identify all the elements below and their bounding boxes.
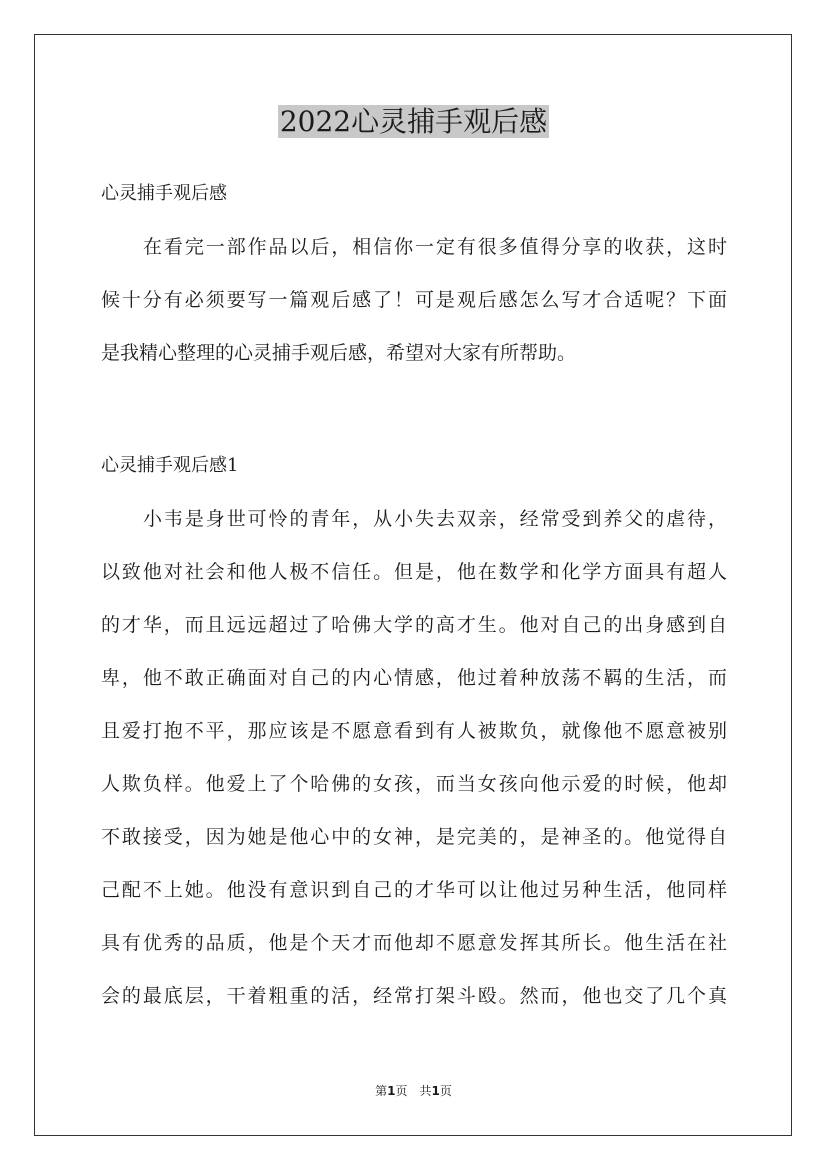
- paragraph-line: 以致他对社会和他人极不信任。但是，他在数学和化学方面具有超人: [101, 561, 727, 583]
- paragraph-line: 己配不上她。他没有意识到自己的才华可以让他过另种生活，他同样: [101, 879, 727, 901]
- body-paragraph: [101, 493, 727, 1023]
- paragraph-line: 卑，他不敢正确面对自己的内心情感，他过着种放荡不羁的生活，而: [101, 667, 727, 689]
- footer-page-prefix: 第: [375, 1084, 388, 1098]
- footer-page-current: 1: [387, 1084, 396, 1098]
- paragraph-line: 的才华，而且远远超过了哈佛大学的高才生。他对自己的出身感到自: [101, 614, 727, 636]
- document-title: [0, 100, 827, 144]
- paragraph-line: 不敢接受，因为她是他心中的女神，是完美的，是神圣的。他觉得自: [101, 826, 727, 848]
- paragraph-line: 在看完一部作品以后，相信你一定有很多值得分享的收获，这时: [143, 236, 727, 258]
- paragraph-line: 是我精心整理的心灵捕手观后感，希望对大家有所帮助。: [101, 342, 577, 364]
- paragraph-line: 会的最底层，干着粗重的活，经常打架斗殴。然而，他也交了几个真: [101, 985, 727, 1007]
- footer-page-suffix: 页: [439, 1084, 452, 1098]
- paragraph-line: 具有优秀的品质，他是个天才而他却不愿意发挥其所长。他生活在社: [101, 932, 727, 954]
- paragraph-line: 且爱打抱不平，那应该是不愿意看到有人被欺负，就像他不愿意被别: [101, 720, 727, 742]
- section-heading: 心灵捕手观后感: [101, 183, 227, 204]
- footer-page-total: 1: [431, 1084, 440, 1098]
- footer-page-mid: 页 共: [395, 1084, 432, 1098]
- page-footer: [0, 1082, 827, 1100]
- intro-paragraph: [101, 221, 727, 380]
- paragraph-line: 人欺负样。他爱上了个哈佛的女孩，而当女孩向他示爱的时候，他却: [101, 773, 727, 795]
- document-title-text: 2022心灵捕手观后感: [279, 105, 548, 138]
- paragraph-line: 候十分有必须要写一篇观后感了！可是观后感怎么写才合适呢？下面: [101, 289, 727, 311]
- paragraph-line: 小韦是身世可怜的青年，从小失去双亲，经常受到养父的虐待，: [143, 508, 727, 530]
- section-heading-1: 心灵捕手观后感1: [101, 455, 239, 476]
